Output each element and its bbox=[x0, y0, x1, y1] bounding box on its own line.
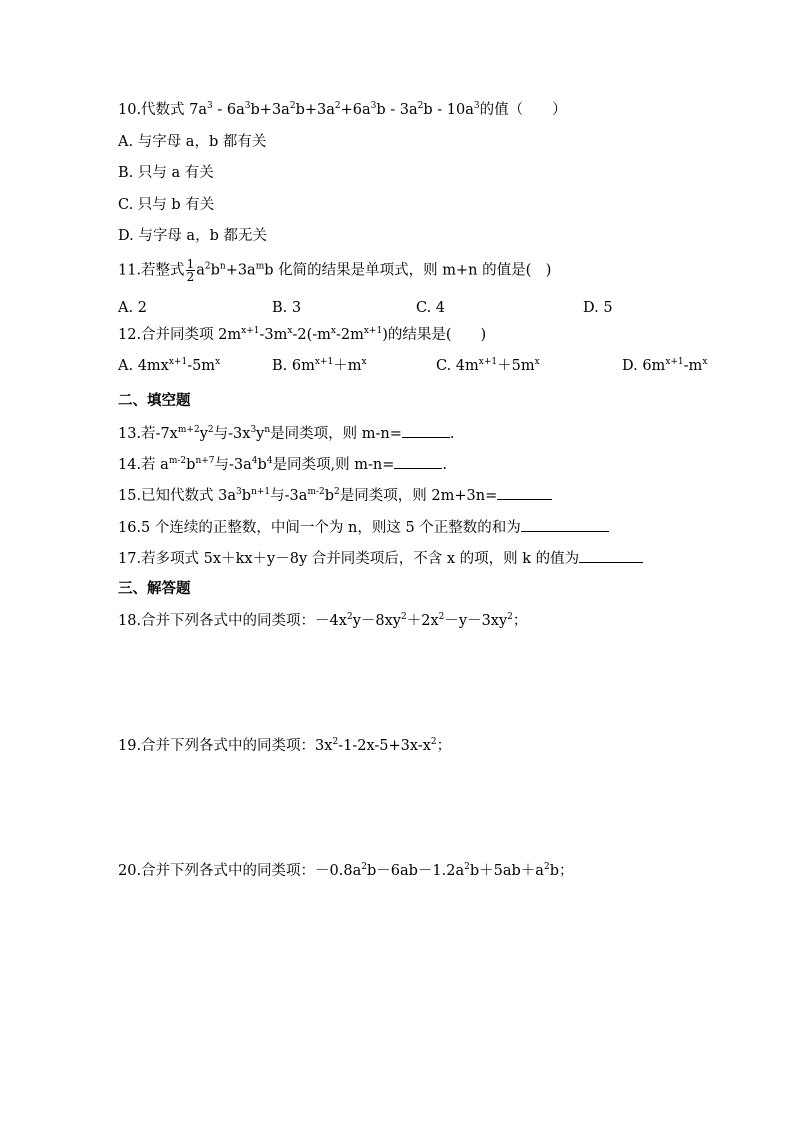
superscript: 4 bbox=[251, 456, 258, 466]
superscript: x+1 bbox=[168, 357, 188, 367]
answer-blank[interactable] bbox=[394, 454, 442, 469]
answer-blank[interactable] bbox=[402, 423, 450, 438]
q14-text: b bbox=[186, 457, 196, 473]
q18-text: 18.合并下列各式中的同类项：－4x bbox=[118, 613, 347, 629]
superscript: 2 bbox=[507, 612, 513, 622]
q10-text: - 6a bbox=[212, 102, 245, 118]
superscript: x bbox=[287, 326, 293, 336]
q15-text: b bbox=[324, 488, 335, 504]
superscript: 2 bbox=[334, 487, 340, 497]
question-13 bbox=[118, 423, 455, 444]
fraction-numerator: 1 bbox=[186, 257, 195, 271]
option-text: A. 4mx bbox=[118, 358, 169, 374]
answer-blank[interactable] bbox=[521, 517, 609, 532]
question-19 bbox=[118, 736, 451, 756]
option-text: ＋5m bbox=[497, 358, 535, 374]
q20-text: b； bbox=[549, 863, 574, 879]
q19-text: ； bbox=[436, 738, 452, 754]
q11-text: a bbox=[196, 262, 205, 279]
superscript: 3 bbox=[207, 101, 213, 111]
superscript: x bbox=[534, 357, 540, 367]
superscript: 2 bbox=[334, 101, 341, 111]
superscript: 2 bbox=[207, 425, 214, 435]
q16-text: 16.5 个连续的正整数，中间一个为 n，则这 5 个正整数的和为 bbox=[118, 520, 521, 536]
superscript: 2 bbox=[430, 737, 437, 747]
q14-text: 与-3a bbox=[214, 457, 252, 473]
fraction-denominator: 2 bbox=[186, 270, 195, 284]
option-text: C. 4m bbox=[436, 358, 479, 374]
q11-option-b: B. 3 bbox=[272, 300, 302, 316]
superscript: 3 bbox=[236, 487, 242, 497]
superscript: x bbox=[702, 357, 708, 367]
question-10 bbox=[118, 100, 567, 120]
superscript: x+1 bbox=[665, 357, 684, 367]
q11-option-d: D. 5 bbox=[583, 300, 613, 316]
q13-text: . bbox=[449, 426, 455, 442]
q11-text: b bbox=[210, 262, 220, 279]
q10-text: b - 3a bbox=[376, 102, 418, 118]
question-16 bbox=[118, 517, 609, 538]
q10-option-d: D. 与字母 a，b 都无关 bbox=[118, 228, 267, 244]
q12-option-b bbox=[272, 356, 367, 376]
q13-text: 与-3x bbox=[213, 426, 251, 442]
superscript: 2 bbox=[361, 862, 367, 872]
q10-text: b+3a bbox=[295, 102, 335, 118]
superscript: x bbox=[215, 357, 221, 367]
superscript: 2 bbox=[332, 737, 339, 747]
q19-text: 19.合并下列各式中的同类项：3x bbox=[118, 738, 333, 754]
q18-text: －y－3xy bbox=[444, 613, 508, 629]
superscript: x bbox=[361, 357, 367, 367]
fraction bbox=[186, 258, 196, 283]
option-text: B. 6m bbox=[272, 358, 315, 374]
answer-blank[interactable] bbox=[579, 548, 643, 563]
q10-text: b - 10a bbox=[423, 102, 474, 118]
superscript: 2 bbox=[543, 862, 550, 872]
q19-text: -1-2x-5+3x-x bbox=[338, 738, 431, 754]
q20-text: b－6ab－1.2a bbox=[367, 863, 465, 879]
question-17 bbox=[118, 548, 643, 569]
q12-option-c bbox=[436, 356, 540, 376]
q13-text: y bbox=[256, 426, 265, 442]
q12-text: -3m bbox=[259, 327, 288, 343]
q20-text: 20.合并下列各式中的同类项：－0.8a bbox=[118, 863, 362, 879]
superscript: x+1 bbox=[363, 326, 383, 336]
superscript: 4 bbox=[266, 456, 273, 466]
q12-text: 12.合并同类项 2m bbox=[118, 327, 242, 343]
superscript: 2 bbox=[289, 101, 296, 111]
option-text: D. 6m bbox=[622, 358, 666, 374]
section-heading-solve: 三、解答题 bbox=[118, 580, 191, 597]
q15-text: 与-3a bbox=[270, 488, 308, 504]
question-15 bbox=[118, 485, 552, 506]
superscript: 3 bbox=[244, 101, 251, 111]
q12-text: -2m bbox=[335, 327, 364, 343]
question-18 bbox=[118, 611, 527, 631]
superscript: 2 bbox=[438, 612, 445, 622]
question-12 bbox=[118, 325, 486, 345]
superscript: n bbox=[264, 425, 271, 435]
superscript: n bbox=[219, 261, 226, 272]
superscript: 2 bbox=[204, 261, 211, 272]
q17-text: 17.若多项式 5x＋kx＋y－8y 合并同类项后，不含 x 的项，则 k 的值为 bbox=[118, 551, 580, 567]
q11-text: b 化简的结果是单项式，则 m+n 的值是( ) bbox=[264, 262, 552, 279]
superscript: m+2 bbox=[177, 425, 200, 435]
q11-option-a: A. 2 bbox=[118, 300, 147, 316]
superscript: 2 bbox=[464, 862, 470, 872]
q11-text: 11.若整式 bbox=[118, 262, 185, 279]
q12-option-d bbox=[622, 356, 707, 376]
q10-text: 10.代数式 7a bbox=[118, 102, 208, 118]
superscript: 2 bbox=[346, 612, 353, 622]
answer-blank[interactable] bbox=[497, 485, 552, 500]
superscript: 3 bbox=[370, 101, 377, 111]
q10-option-a: A. 与字母 a，b 都有关 bbox=[118, 134, 267, 150]
q15-text: 15.已知代数式 3a bbox=[118, 488, 237, 504]
q11-option-c: C. 4 bbox=[416, 300, 446, 316]
q10-text: b+3a bbox=[250, 102, 290, 118]
q14-text: 14.若 a bbox=[118, 457, 169, 473]
superscript: n+1 bbox=[251, 487, 271, 497]
superscript: x+1 bbox=[478, 357, 498, 367]
option-text: ＋m bbox=[333, 358, 362, 374]
superscript: 3 bbox=[250, 425, 257, 435]
q18-text: ； bbox=[512, 613, 528, 629]
question-20 bbox=[118, 861, 574, 881]
q14-text: b bbox=[257, 457, 267, 473]
q12-text: )的结果是( ) bbox=[382, 327, 487, 343]
q13-text: 13.若-7x bbox=[118, 426, 178, 442]
q12-option-a bbox=[118, 356, 220, 376]
option-text: -m bbox=[683, 358, 703, 374]
q14-text: . bbox=[442, 457, 448, 473]
q20-text: b＋5ab＋a bbox=[469, 863, 544, 879]
superscript: m-2 bbox=[307, 487, 325, 497]
q10-text: 的值（ ） bbox=[479, 102, 567, 118]
superscript: x+1 bbox=[241, 326, 260, 336]
superscript: m bbox=[255, 261, 265, 272]
superscript: 3 bbox=[473, 101, 480, 111]
q12-text: -2(-m bbox=[292, 327, 331, 343]
q10-option-c: C. 只与 b 有关 bbox=[118, 197, 215, 213]
q15-text: 是同类项，则 2m+3n= bbox=[339, 488, 498, 504]
question-14 bbox=[118, 454, 447, 475]
q13-text: 是同类项，则 m-n= bbox=[270, 426, 402, 442]
q14-text: 是同类项,则 m-n= bbox=[272, 457, 395, 473]
q11-text: +3a bbox=[225, 262, 256, 279]
q18-text: ＋2x bbox=[406, 613, 439, 629]
option-text: -5m bbox=[187, 358, 216, 374]
superscript: x bbox=[330, 326, 336, 336]
q15-text: b bbox=[241, 488, 252, 504]
superscript: m-2 bbox=[168, 456, 187, 466]
section-heading-fill-in: 二、填空题 bbox=[118, 392, 191, 409]
superscript: 2 bbox=[401, 612, 407, 622]
q18-text: y－8xy bbox=[352, 613, 401, 629]
q10-option-b: B. 只与 a 有关 bbox=[118, 165, 214, 181]
superscript: n+7 bbox=[195, 456, 215, 466]
q13-text: y bbox=[199, 426, 208, 442]
superscript: x+1 bbox=[314, 357, 334, 367]
q10-text: +6a bbox=[340, 102, 371, 118]
superscript: 2 bbox=[417, 101, 424, 111]
question-11 bbox=[118, 258, 551, 283]
